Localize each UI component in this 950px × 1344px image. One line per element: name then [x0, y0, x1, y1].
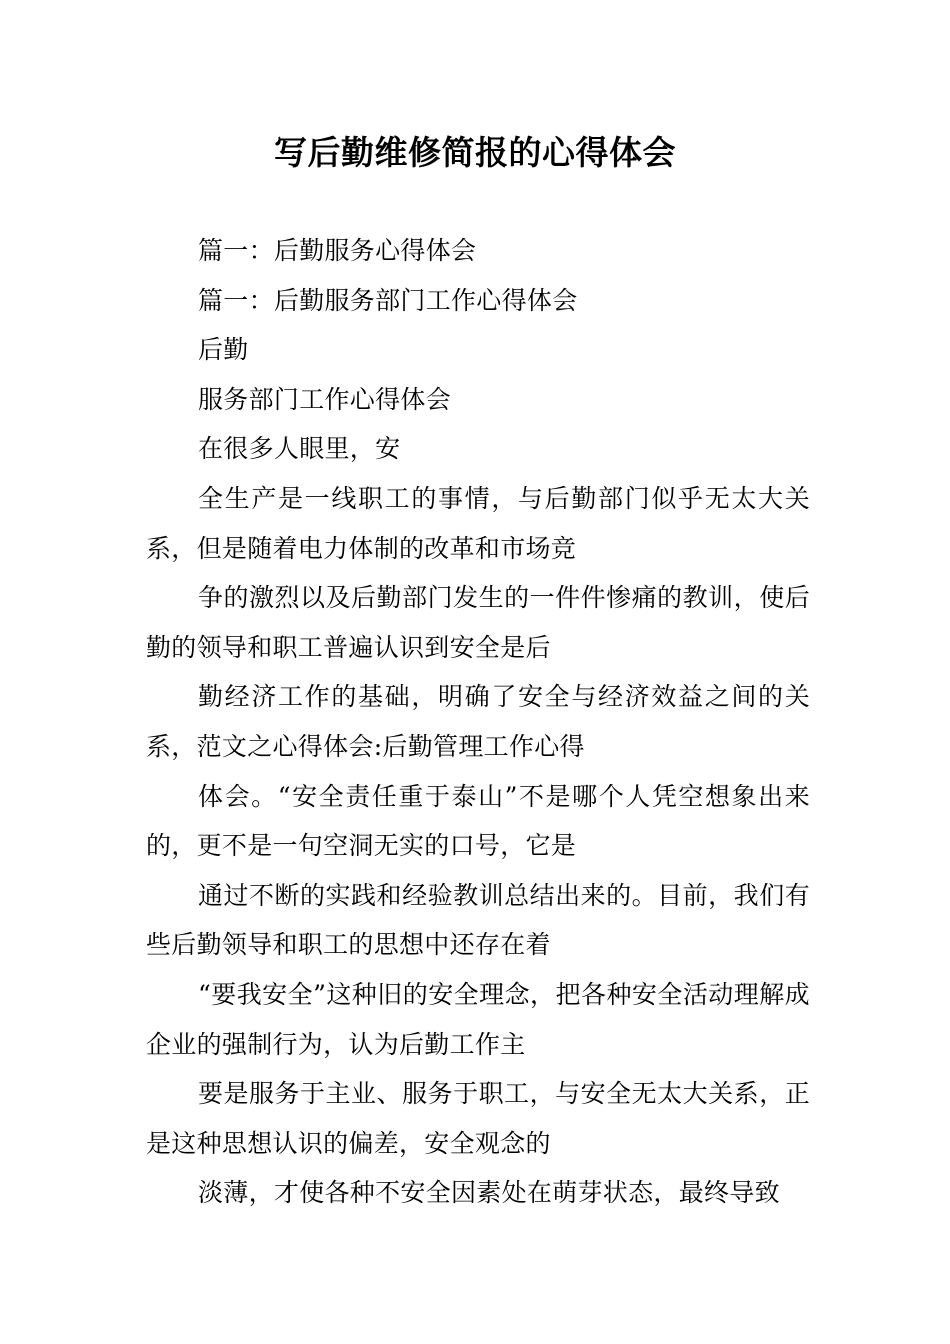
document-body: [146, 226, 810, 1218]
paragraph: 通过不断的实践和经验教训总结出来的。目前，我们有些后勤领导和职工的思想中还存在着: [146, 880, 810, 960]
paragraph: 篇一：后勤服务部门工作心得体会: [198, 285, 578, 315]
paragraph: 服务部门工作心得体会: [198, 384, 452, 414]
paragraph: 篇一：后勤服务心得体会: [198, 236, 477, 265]
paragraph: 体会。“安全责任重于泰山”不是哪个人凭空想象出来的，更不是一句空洞无实的口号，它是: [146, 781, 810, 861]
paragraph: 在很多人眼里，安: [198, 434, 401, 464]
paragraph: 后勤: [198, 335, 249, 365]
paragraph: 要是服务于主业、服务于职工，与安全无太大关系，正是这种思想认识的偏差，安全观念的: [146, 1079, 810, 1158]
paragraph: 勤经济工作的基础，明确了安全与经济效益之间的关系，范文之心得体会:后勤管理工作心得: [146, 682, 810, 761]
paragraph: 全生产是一线职工的事情，与后勤部门似乎无太大关系，但是随着电力体制的改革和市场竞: [146, 483, 810, 563]
document-title: 写后勤维修简报的心得体会: [274, 133, 676, 172]
paragraph: 争的激烈以及后勤部门发生的一件件惨痛的教训，使后勤的领导和职工普遍认识到安全是后: [146, 583, 810, 662]
paragraph: 淡薄，才使各种不安全因素处在萌芽状态，最终导致: [198, 1178, 780, 1208]
paragraph: “要我安全”这种旧的安全理念，把各种安全活动理解成企业的强制行为，认为后勤工作主: [146, 979, 810, 1059]
